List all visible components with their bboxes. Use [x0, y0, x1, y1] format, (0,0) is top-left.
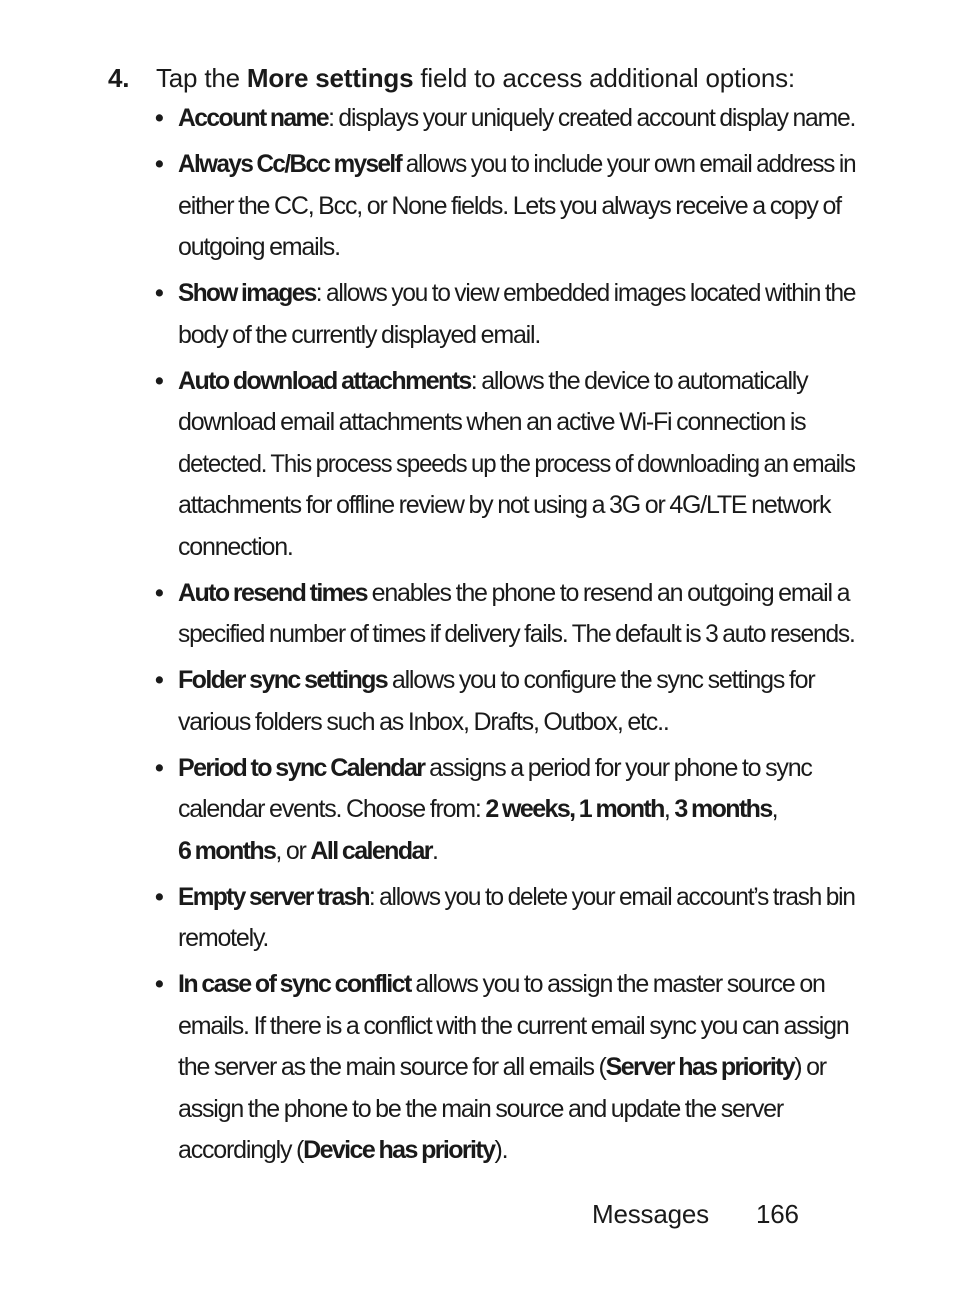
option-description: ,: [663, 795, 675, 823]
option-text-line: [178, 748, 812, 790]
option-description: : allows the device to automatically: [470, 366, 808, 395]
option-term: Server has priority: [605, 1053, 795, 1081]
option-text-line: [178, 1130, 507, 1172]
option-description: allows you to include your own email address in: [401, 150, 856, 178]
option-text-line: [178, 444, 855, 486]
option-description: : allows you to view embedded images located within the: [315, 279, 856, 307]
option-description: outgoing emails.: [178, 233, 340, 261]
option-description: allows you to configure the sync settings for: [387, 666, 815, 694]
option-text-line: [178, 227, 340, 269]
option-text-line: [178, 573, 849, 615]
option-description: connection.: [178, 532, 293, 561]
option-term: 3 months: [674, 795, 772, 823]
footer-page-number: 166: [756, 1199, 799, 1229]
option-description: enables the phone to resend an outgoing email a: [366, 578, 850, 607]
bullet-marker: •: [155, 666, 163, 694]
option-term: Always Cc/Bcc myself: [178, 150, 402, 178]
option-text-line: [178, 877, 855, 919]
option-item: [155, 361, 855, 569]
option-description: the server as the main source for all emails (: [178, 1053, 606, 1081]
option-term: 2 weeks, 1 month: [485, 795, 664, 823]
option-text-line: [178, 614, 855, 656]
option-item: [155, 144, 855, 269]
option-description: attachments for offline review by not using a 3G or 4G/LTE network: [178, 491, 831, 519]
bullet-marker: •: [155, 104, 163, 132]
option-description: ,: [771, 795, 778, 823]
option-text-line: [178, 918, 268, 960]
option-term: Folder sync settings: [178, 666, 388, 694]
option-term: 6 months: [178, 836, 276, 865]
option-text-line: [178, 1006, 849, 1048]
option-text-line: [178, 1047, 826, 1089]
option-description: specified number of times if delivery fails. The default is 3 auto resends.: [178, 620, 855, 648]
option-text-line: [178, 789, 777, 831]
bullet-marker: •: [155, 970, 163, 998]
option-description: emails. If there is a conflict with the current email sync you can assign: [178, 1011, 849, 1040]
step-instruction: [156, 58, 795, 98]
option-term: All calendar: [310, 836, 432, 865]
option-term: Auto resend times: [178, 578, 367, 607]
option-item: [155, 660, 855, 743]
option-description: body of the currently displayed email.: [178, 320, 541, 349]
option-description: ) or: [794, 1053, 826, 1081]
options-list: [155, 98, 855, 1176]
step-prefix: Tap the: [156, 63, 247, 93]
option-description: ).: [494, 1136, 508, 1164]
bullet-marker: •: [155, 366, 163, 395]
option-description: various folders such as Inbox, Drafts, Outbox, etc..: [178, 707, 669, 736]
option-text-line: [178, 186, 841, 228]
option-text-line: [178, 273, 855, 315]
step-number: 4.: [108, 63, 130, 93]
option-description: remotely.: [178, 924, 269, 952]
option-description: assign the phone to be the main source and update the server: [178, 1094, 783, 1123]
option-term: In case of sync conflict: [178, 970, 411, 998]
footer-section-name: Messages: [592, 1199, 709, 1229]
option-text-line: [178, 527, 293, 569]
option-text-line: [178, 1089, 783, 1131]
option-text-line: [178, 702, 669, 744]
option-item: [155, 273, 855, 356]
option-term: Period to sync Calendar: [178, 753, 425, 782]
option-item: [155, 98, 855, 140]
bullet-marker: •: [155, 279, 163, 307]
bullet-marker: •: [155, 578, 163, 607]
option-text-line: [178, 98, 855, 140]
option-description: accordingly (: [178, 1136, 304, 1164]
option-term: Account name: [178, 104, 329, 132]
option-item: [155, 964, 855, 1172]
option-description: download email attachments when an active Wi-Fi connection is: [178, 408, 806, 436]
option-item: [155, 573, 855, 656]
option-text-line: [178, 402, 805, 444]
option-description: either the CC, Bcc, or None fields. Lets you always receive a copy of: [178, 191, 841, 220]
step-suffix: field to access additional options:: [413, 63, 795, 93]
option-description: : allows you to delete your email account’s trash bin: [368, 882, 855, 911]
option-text-line: [178, 964, 825, 1006]
more-settings-term: More settings: [246, 63, 414, 93]
option-term: Empty server trash: [178, 882, 369, 911]
option-term: Show images: [178, 279, 316, 307]
option-text-line: [178, 315, 540, 357]
option-text-line: [178, 831, 438, 873]
option-term: Auto download attachments: [178, 366, 471, 395]
option-description: detected. This process speeds up the process of downloading an emails: [178, 449, 855, 478]
bullet-marker: •: [155, 753, 163, 782]
option-description: , or: [275, 836, 311, 865]
bullet-marker: •: [155, 882, 163, 911]
option-term: Device has priority: [303, 1136, 495, 1164]
bullet-marker: •: [155, 150, 163, 178]
option-text-line: [178, 485, 830, 527]
option-text-line: [178, 660, 814, 702]
option-description: .: [431, 836, 438, 865]
option-text-line: [178, 361, 807, 403]
option-description: : displays your uniquely created account display name.: [328, 104, 856, 132]
option-description: assigns a period for your phone to sync: [424, 753, 812, 782]
option-description: calendar events. Choose from:: [178, 795, 486, 823]
option-item: [155, 877, 855, 960]
option-description: allows you to assign the master source on: [410, 970, 825, 998]
option-text-line: [178, 144, 855, 186]
option-item: [155, 748, 855, 873]
